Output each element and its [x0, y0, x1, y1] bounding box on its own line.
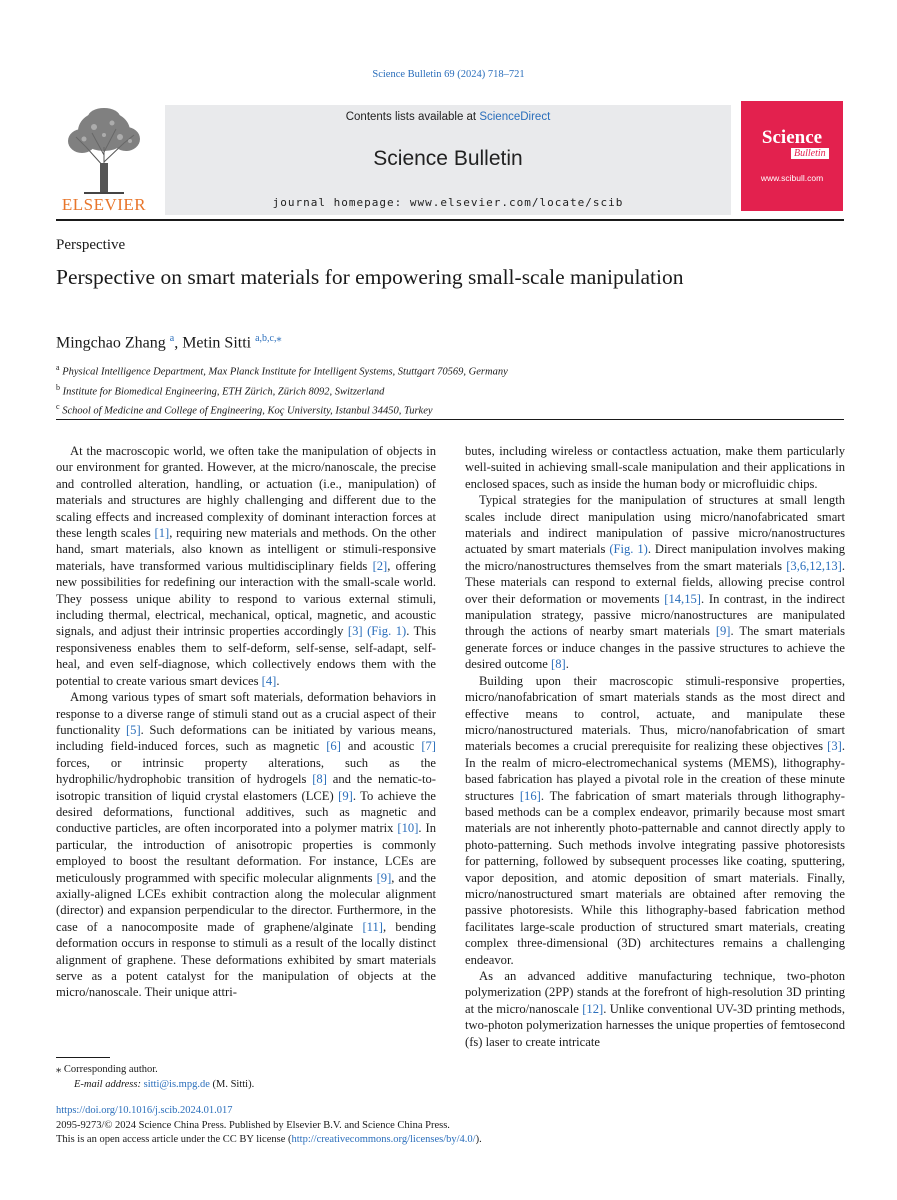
homepage-prefix: journal homepage:	[272, 196, 410, 209]
citation-link[interactable]: [12]	[582, 1001, 604, 1016]
copyright: 2095-9273/© 2024 Science China Press. Published by Elsevier B.V. and Science China Press.	[56, 1119, 450, 1131]
citation-link[interactable]: [3]	[827, 739, 842, 754]
body-text: Among various types of smart soft materials, deformation behaviors in response to a diverse range of stimuli stand out as a crucial aspect of their functionality	[56, 690, 436, 737]
journal-homepage	[165, 196, 731, 209]
body-text: At the macroscopic world, we often take the manipulation of objects in our environment for granted. However, at the micro/nanoscale, the precise and controlled alteration, handling, or actuation (i.e., manipulation) of materials and structures are highly challenging and different due to the scaling effects and increased complexity of dominant interaction forces at these length scales	[56, 444, 436, 541]
homepage-url[interactable]: www.elsevier.com/locate/scib	[409, 196, 624, 209]
email-label: E-mail address:	[74, 1079, 144, 1090]
body-paragraph	[56, 443, 436, 689]
citation-link[interactable]: (Fig. 1)	[367, 624, 407, 639]
body-text: . The smart materials generate forces or induce changes in the passive structures to achieve the desired outcome	[465, 624, 845, 672]
body-text: , bending deformation occurs in response to stimuli as a result of the locally distinct alignment of graphene. These deformations exhibited by smart materials serve as a potent catalyst for the manipulation of objects at the micro/nanoscale. Their unique attri-	[56, 919, 437, 1000]
masthead	[56, 101, 844, 215]
affiliation	[56, 360, 508, 380]
body-text: .	[276, 673, 280, 688]
affiliations	[56, 360, 508, 419]
affiliation	[56, 380, 508, 400]
affiliation	[56, 399, 508, 419]
body-text: . These materials can respond to external fields, allowing precise control over their deformation or movements	[465, 558, 845, 606]
cover-subtitle: Bulletin	[791, 148, 829, 159]
journal-header	[165, 105, 731, 215]
body-paragraph	[465, 443, 845, 492]
body-text: . In contrast, in the indirect manipulation strategy, passive micro/nanostructures are manipulated through the actions of nearby smart materials	[465, 591, 845, 639]
body-text: and acoustic	[340, 739, 422, 754]
citation-link[interactable]: [9]	[338, 788, 353, 803]
footnote-marker: ⁎	[56, 1064, 62, 1075]
affiliation-marker: a	[56, 363, 60, 372]
affiliation-text: Institute for Biomedical Engineering, ETH Zürich, Zürich 8092, Switzerland	[62, 386, 385, 397]
contents-availability	[165, 111, 731, 123]
body-text: . Such deformations can be initiated by various means, including field-induced forces, such as magnetic	[56, 722, 436, 754]
citation-link[interactable]: (Fig. 1)	[609, 542, 648, 557]
affiliation-marker: c	[56, 402, 60, 411]
citation-link[interactable]: [6]	[326, 739, 341, 754]
body-paragraph	[465, 968, 845, 1050]
citation-link[interactable]: [7]	[421, 739, 436, 754]
citation-link[interactable]: [1]	[154, 526, 170, 541]
email-suffix: (M. Sitti).	[209, 1079, 255, 1090]
body-text: . In particular, the introduction of anisotropic properties is commonly employed to boost the resultant deformation. For instance, LCEs are meticulously programmed with specific molecular alignments	[56, 821, 436, 885]
author-affiliation-link[interactable]: a,b,c,⁎	[255, 333, 282, 344]
license-link[interactable]: http://creativecommons.org/licenses/by/4.0/	[291, 1134, 476, 1145]
citation-link[interactable]: [2]	[372, 558, 388, 573]
article-type: Perspective	[56, 237, 126, 253]
author-affiliation-link[interactable]: a	[169, 333, 175, 344]
journal-title: Science Bulletin	[373, 147, 523, 170]
license-line	[56, 1133, 482, 1148]
citation-link[interactable]: [14,15]	[664, 591, 701, 606]
citation-link[interactable]: [16]	[519, 788, 541, 803]
email-line	[56, 1077, 254, 1092]
corresponding-author-note	[56, 1062, 254, 1077]
affiliation-divider	[56, 419, 844, 420]
cover-url: www.scibull.com	[760, 173, 824, 183]
author-list	[56, 333, 282, 352]
email-link[interactable]: sitti@is.mpg.de	[143, 1079, 210, 1090]
elsevier-logo[interactable]	[56, 107, 152, 215]
body-paragraph	[56, 689, 436, 1001]
body-text: . Unlike conventional UV-3D printing methods, two-photon polymerization harnesses the unique properties of femtosecond (fs) laser to create intricate	[465, 1001, 845, 1049]
elsevier-tree-icon	[64, 107, 144, 195]
corresponding-label: Corresponding author.	[63, 1064, 158, 1075]
footnote-divider	[56, 1057, 110, 1058]
body-text: and the nematic-to-isotropic transition of liquid crystal elastomers (LCE)	[56, 772, 436, 803]
body-text: .	[565, 657, 569, 672]
cover-title: Science	[761, 127, 823, 148]
footnote	[56, 1062, 254, 1092]
body-paragraph	[465, 673, 845, 968]
body-text: , offering new possibilities for redefining our interaction with the small-scale world. They possess unique ability to respond to various external stimuli, including thermal, electrical, mechanical, optical, magnetic, and acoustic signals, and adjust their intrinsic properties accordingly	[56, 558, 436, 639]
contents-prefix: Contents lists available at	[345, 111, 480, 123]
body-text: Typical strategies for the manipulation of structures at small length scales include direct manipulation using micro/nanofabricated smart materials and indirect manipulation of passive micro/nanostructures actuated by smart materials	[465, 493, 845, 557]
citation-link[interactable]: [10]	[397, 821, 419, 836]
affiliation-marker: b	[56, 382, 60, 392]
affiliation-text: Physical Intelligence Department, Max Planck Institute for Intelligent Systems, Stuttgart 70569, Germany	[62, 366, 508, 378]
journal-cover[interactable]	[741, 101, 843, 211]
body-text: , and the axially-aligned LCEs exhibit contraction along the molecular alignment (director) and expansion perpendicular to the director. Furthermore, in the case of a nanocomposite made of graphene/alginate	[56, 870, 437, 934]
body-text: forces, or intrinsic property alterations, such as the hydrophilic/hydrophobic transition of hydrogels	[56, 755, 436, 787]
citation-link[interactable]: [3]	[347, 624, 363, 639]
article-title: Perspective on smart materials for empowering small-scale manipulation	[56, 265, 684, 289]
body-text: As an advanced additive manufacturing technique, two-photon polymerization (2PP) stands at the forefront of high-resolution 3D printing at the micro/nanoscale	[465, 969, 845, 1016]
citation-link[interactable]: [9]	[715, 624, 731, 639]
body-text: . The fabrication of smart materials through lithography-based methods can be a complex endeavor, primarily because most smart materials are not inherently photo-patternable and cannot directly apply to photo-patterning. Such methods involve integrating passive photoresists for patterning, followed by subsequent processes like coating, sputtering, vapor deposition, and atomic deposition of smart materials. Finally, micro/nanostructured smart materials are obtained after removing the passive photoresists. While this lithography-based fabrication method facilitates large-scale production of structured smart materials, creating complex three-dimensional (3D) architectures remains a challenging endeavor.	[465, 788, 845, 967]
affiliation-text: School of Medicine and College of Engineering, Koç University, Istanbul 34450, Turkey	[62, 405, 433, 417]
sciencedirect-link[interactable]: ScienceDirect	[479, 111, 551, 123]
header-divider	[56, 219, 844, 221]
citation-link[interactable]: [5]	[125, 722, 141, 737]
body-text: , requiring new materials and methods. On the other hand, smart materials, also known as intelligent or stimuli-responsive materials, have transformed various multidisciplinary fields	[56, 526, 436, 573]
elsevier-wordmark: ELSEVIER	[61, 195, 147, 214]
body-text: . To achieve the desired deformations, functional additives, such as magnetic and conductive particles, are often incorporated into a polymer matrix	[56, 788, 436, 836]
citation-link[interactable]: [3,6,12,13]	[786, 558, 842, 573]
citation-link[interactable]: [9]	[376, 870, 392, 885]
citation-link[interactable]: [8]	[551, 657, 566, 672]
body-text: . In the realm of micro-electromechanical systems (MEMS), lithography-based fabrication has played a pivotal role in the creation of these minute structures	[465, 739, 845, 803]
article-info	[56, 1104, 482, 1148]
doi-link[interactable]: https://doi.org/10.1016/j.scib.2024.01.017	[56, 1105, 233, 1116]
citation-link[interactable]: [4]	[261, 673, 277, 688]
author-separator: ,	[174, 334, 183, 352]
license-suffix: ).	[475, 1134, 482, 1145]
author-name: Mingchao Zhang	[56, 334, 166, 352]
journal-reference[interactable]: Science Bulletin 69 (2024) 718–721	[372, 69, 525, 80]
body-text: . Direct manipulation involves making the micro/nanostructures themselves from the smart materials	[465, 542, 846, 573]
author-name: Metin Sitti	[182, 334, 252, 352]
body-text: . This responsiveness enables them to self-deform, self-sense, self-adapt, self-heal, and even self-diagnose, which collectively endows them with the potential to create various smart devices	[56, 624, 437, 688]
citation-link[interactable]: [8]	[312, 772, 327, 787]
body-column-left	[56, 443, 436, 1001]
license-prefix: This is an open access article under the CC BY license (	[56, 1134, 292, 1145]
citation-link[interactable]: [11]	[362, 919, 383, 934]
body-text: butes, including wireless or contactless actuation, make them particularly well-suited in achieving small-scale manipulation and their applications in enclosed spaces, such as inside the human body or microfluidic chips.	[465, 444, 845, 491]
body-column-right	[465, 443, 845, 1050]
body-text: Building upon their macroscopic stimuli-responsive properties, micro/nanofabrication of smart materials stands as the most direct and effective means to control, actuate, and manipulate these micro/nanostructured materials. Thus, micro/nanofabrication of smart materials becomes a crucial prerequisite for realizing these objectives	[465, 673, 845, 754]
body-paragraph	[465, 492, 845, 672]
